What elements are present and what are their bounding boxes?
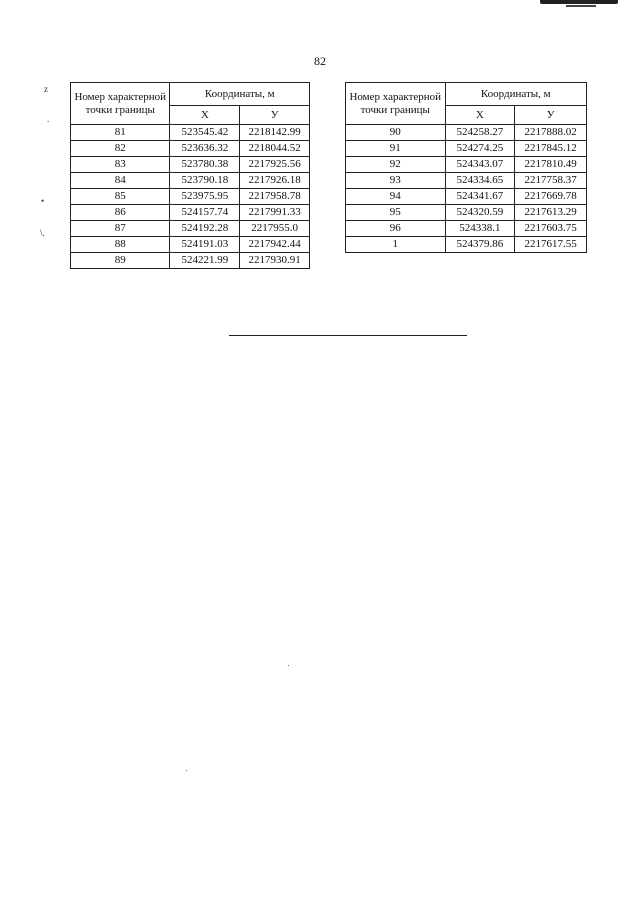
cell-point: 94 bbox=[346, 189, 446, 205]
cell-x: 524334.65 bbox=[445, 173, 515, 189]
table-row bbox=[71, 157, 310, 173]
scan-speck bbox=[186, 770, 187, 771]
cell-y: 2217991.33 bbox=[240, 205, 310, 221]
cell-x: 524341.67 bbox=[445, 189, 515, 205]
cell-y: 2217613.29 bbox=[515, 205, 587, 221]
header-coordinates: Координаты, м bbox=[445, 83, 587, 106]
table-row bbox=[71, 189, 310, 205]
cell-x: 524343.07 bbox=[445, 157, 515, 173]
cell-x: 524379.86 bbox=[445, 237, 515, 253]
cell-point: 90 bbox=[346, 125, 446, 141]
cell-x: 523780.38 bbox=[170, 157, 240, 173]
cell-point: 85 bbox=[71, 189, 170, 205]
cell-x: 523545.42 bbox=[170, 125, 240, 141]
header-y: У bbox=[515, 106, 587, 125]
table-row bbox=[346, 125, 587, 141]
cell-point: 1 bbox=[346, 237, 446, 253]
cell-x: 524192.28 bbox=[170, 221, 240, 237]
cell-point: 91 bbox=[346, 141, 446, 157]
table-row bbox=[346, 141, 587, 157]
margin-mark: z bbox=[44, 84, 48, 94]
header-point-number: Номер характерной точки границы bbox=[71, 83, 170, 125]
table-row bbox=[71, 141, 310, 157]
cell-y: 2218044.52 bbox=[240, 141, 310, 157]
cell-point: 92 bbox=[346, 157, 446, 173]
coordinates-table-right bbox=[345, 82, 587, 253]
cell-point: 84 bbox=[71, 173, 170, 189]
cell-x: 524338.1 bbox=[445, 221, 515, 237]
header-y: У bbox=[240, 106, 310, 125]
margin-mark: • bbox=[41, 196, 45, 206]
cell-point: 82 bbox=[71, 141, 170, 157]
cell-point: 81 bbox=[71, 125, 170, 141]
cell-y: 2218142.99 bbox=[240, 125, 310, 141]
table-row bbox=[346, 221, 587, 237]
cell-y: 2217888.02 bbox=[515, 125, 587, 141]
table-row bbox=[71, 237, 310, 253]
cell-y: 2217669.78 bbox=[515, 189, 587, 205]
table-body bbox=[346, 125, 587, 253]
cell-y: 2217845.12 bbox=[515, 141, 587, 157]
scan-speck bbox=[288, 665, 289, 666]
table-row bbox=[346, 173, 587, 189]
coordinates-table-left bbox=[70, 82, 310, 269]
cell-y: 2217758.37 bbox=[515, 173, 587, 189]
cell-y: 2217942.44 bbox=[240, 237, 310, 253]
cell-x: 524258.27 bbox=[445, 125, 515, 141]
cell-point: 93 bbox=[346, 173, 446, 189]
cell-y: 2217810.49 bbox=[515, 157, 587, 173]
cell-y: 2217955.0 bbox=[240, 221, 310, 237]
table-row bbox=[346, 237, 587, 253]
header-coordinates: Координаты, м bbox=[170, 83, 310, 106]
cell-y: 2217603.75 bbox=[515, 221, 587, 237]
cell-y: 2217958.78 bbox=[240, 189, 310, 205]
table-row bbox=[346, 205, 587, 221]
cell-x: 523975.95 bbox=[170, 189, 240, 205]
header-x: X bbox=[445, 106, 515, 125]
table-row bbox=[346, 189, 587, 205]
cell-x: 523636.32 bbox=[170, 141, 240, 157]
cell-point: 89 bbox=[71, 253, 170, 269]
margin-mark: . bbox=[47, 114, 50, 124]
cell-y: 2217617.55 bbox=[515, 237, 587, 253]
cell-point: 96 bbox=[346, 221, 446, 237]
cell-x: 524320.59 bbox=[445, 205, 515, 221]
page-number: 82 bbox=[314, 54, 326, 68]
cell-y: 2217925.56 bbox=[240, 157, 310, 173]
cell-x: 524221.99 bbox=[170, 253, 240, 269]
cell-y: 2217930.91 bbox=[240, 253, 310, 269]
margin-mark: \. bbox=[40, 228, 45, 238]
header-x: X bbox=[170, 106, 240, 125]
cell-y: 2217926.18 bbox=[240, 173, 310, 189]
cell-point: 87 bbox=[71, 221, 170, 237]
cell-x: 524191.03 bbox=[170, 237, 240, 253]
scan-artifact bbox=[540, 0, 618, 4]
scan-artifact bbox=[566, 5, 596, 7]
cell-x: 524274.25 bbox=[445, 141, 515, 157]
cell-point: 86 bbox=[71, 205, 170, 221]
table-row bbox=[346, 157, 587, 173]
table-row bbox=[71, 173, 310, 189]
header-point-number: Номер характерной точки границы bbox=[346, 83, 446, 125]
table-row bbox=[71, 205, 310, 221]
cell-point: 83 bbox=[71, 157, 170, 173]
cell-x: 524157.74 bbox=[170, 205, 240, 221]
table-row bbox=[71, 125, 310, 141]
cell-point: 88 bbox=[71, 237, 170, 253]
cell-point: 95 bbox=[346, 205, 446, 221]
cell-x: 523790.18 bbox=[170, 173, 240, 189]
table-row bbox=[71, 253, 310, 269]
horizontal-divider bbox=[229, 335, 467, 336]
table-body bbox=[71, 125, 310, 269]
table-row bbox=[71, 221, 310, 237]
